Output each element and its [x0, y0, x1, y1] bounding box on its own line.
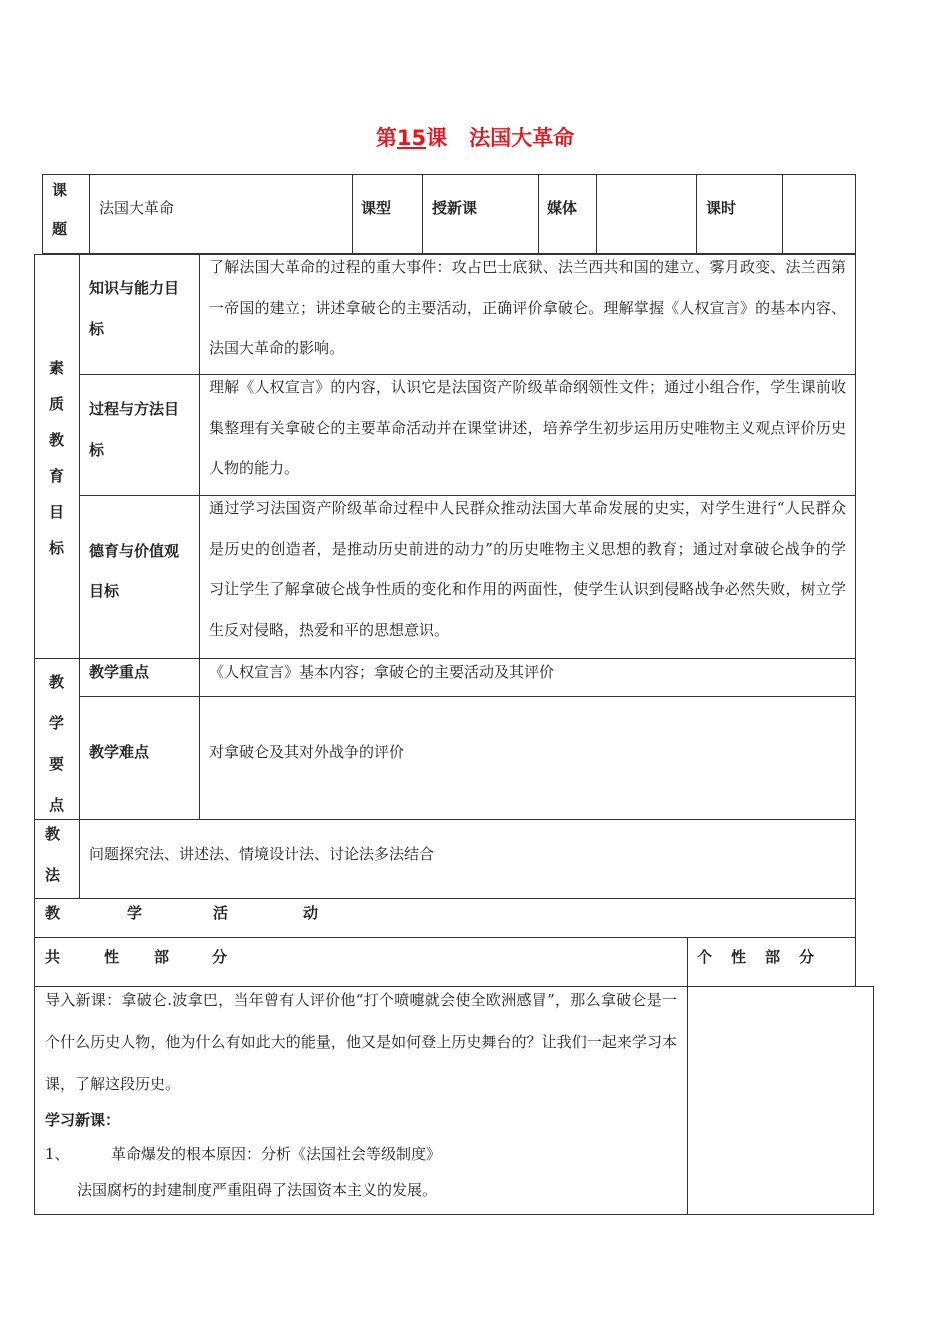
goal-process-text: 理解《人权宣言》的内容，认识它是法国资产阶级革命纲领性文件；通过小组合作，学生课前收集整理有关拿破仑的主要革命活动并在课堂讲述，培养学生初步运用历史唯物主义观点评价历史人物的能力。 [209, 378, 846, 477]
common-header-4: 分 [212, 948, 228, 966]
methods-text: 问题探究法、讲述法、情境设计法、讨论法多法结合 [89, 845, 435, 863]
common-header-1: 共 [45, 948, 61, 966]
personal-header-1: 个 [697, 948, 713, 966]
goal-knowledge-text: 了解法国大革命的过程的重大事件：攻占巴士底狱、法兰西共和国的建立、雾月政变、法兰西第一帝国的建立；讲述拿破仑的主要活动，正确评价拿破仑。理解掌握《人权宣言》的基本内容、法国大革命的影响。 [209, 258, 846, 357]
divider [687, 986, 688, 1215]
common-header-2: 性 [104, 948, 120, 966]
divider [199, 254, 200, 819]
divider [34, 819, 856, 820]
goal-knowledge-label: 知识与能力目 [89, 279, 180, 297]
activity-header-3: 活 [213, 904, 229, 922]
type-label: 课型 [361, 199, 392, 217]
activity-header-1: 教 [45, 904, 61, 922]
title-prefix: 第 [375, 126, 397, 150]
lesson-title [0, 122, 950, 152]
goal-values-text: 通过学习法国资产阶级革命过程中人民群众推动法国大革命发展的史实，对学生进行“人民群众是历史的创造者，是推动历史前进的动力”的历史唯物主义思想的教育；通过对拿破仑战争的学习让学生了解拿破仑战争性质的变化和作用的两面性，使学生认识到侵略战争必然失败，树立学生反对侵略，热爱和平的思想意识。 [209, 499, 846, 639]
methods-label-2: 法 [45, 866, 61, 884]
divider [596, 174, 597, 254]
media-label: 媒体 [547, 199, 578, 217]
focus-label: 教学重点 [89, 663, 150, 681]
common-header-3: 部 [154, 948, 170, 966]
topic-label-2: 题 [52, 220, 68, 238]
focus-text: 《人权宣言》基本内容；拿破仑的主要活动及其评价 [209, 663, 555, 681]
item-1-number: 1、 [45, 1145, 70, 1163]
hours-label: 课时 [706, 199, 737, 217]
title-suffix: 课 [426, 126, 448, 150]
difficulty-label: 教学难点 [89, 743, 150, 761]
personal-header-2: 性 [731, 948, 747, 966]
personal-header-4: 分 [799, 948, 815, 966]
goal-process-label: 过程与方法目 [89, 400, 180, 418]
divider [696, 174, 697, 254]
goal-knowledge-label-cont: 标 [89, 320, 105, 338]
activity-header-4: 动 [303, 904, 319, 922]
divider [538, 174, 539, 254]
topic-label-1: 课 [52, 181, 68, 199]
type-value: 授新课 [432, 199, 478, 217]
divider [34, 937, 856, 938]
goal-values-label-cont: 目标 [89, 582, 120, 600]
divider [782, 174, 783, 254]
topic-value: 法国大革命 [99, 199, 175, 217]
lesson-intro: 导入新课：拿破仑.波拿巴，当年曾有人评价他“打个喷嚏就会使全欧洲感冒”，那么拿破仑是一个什么历史人物，他为什么有如此大的能量，他又是如何登上历史舞台的？让我们一起来学习本课，了解这段历史。 [45, 991, 677, 1093]
title-name: 法国大革命 [469, 126, 575, 150]
title-number: 15 [396, 126, 427, 150]
divider [79, 696, 856, 697]
activity-header-2: 学 [127, 904, 143, 922]
goal-process-label-cont: 标 [89, 441, 105, 459]
divider [352, 174, 353, 254]
divider [422, 174, 423, 254]
item-1-text: 革命爆发的根本原因：分析《法国社会等级制度》 [111, 1145, 442, 1163]
key-points-group-label: 教 学 要 点 [48, 673, 64, 814]
divider [687, 937, 688, 987]
goal-values-label: 德育与价值观 [89, 542, 180, 560]
difficulty-text: 对拿破仑及其对外战争的评价 [209, 743, 405, 761]
personal-header-3: 部 [765, 948, 781, 966]
divider [34, 898, 856, 899]
item-1-detail: 法国腐朽的封建制度严重阻碍了法国资本主义的发展。 [77, 1181, 438, 1199]
methods-label-1: 教 [45, 825, 61, 843]
divider [79, 254, 80, 899]
new-lesson-label: 学习新课： [45, 1111, 121, 1129]
goals-group-label: 素 质 教 育 目 标 [48, 359, 64, 557]
divider [89, 174, 90, 254]
divider [34, 658, 856, 659]
